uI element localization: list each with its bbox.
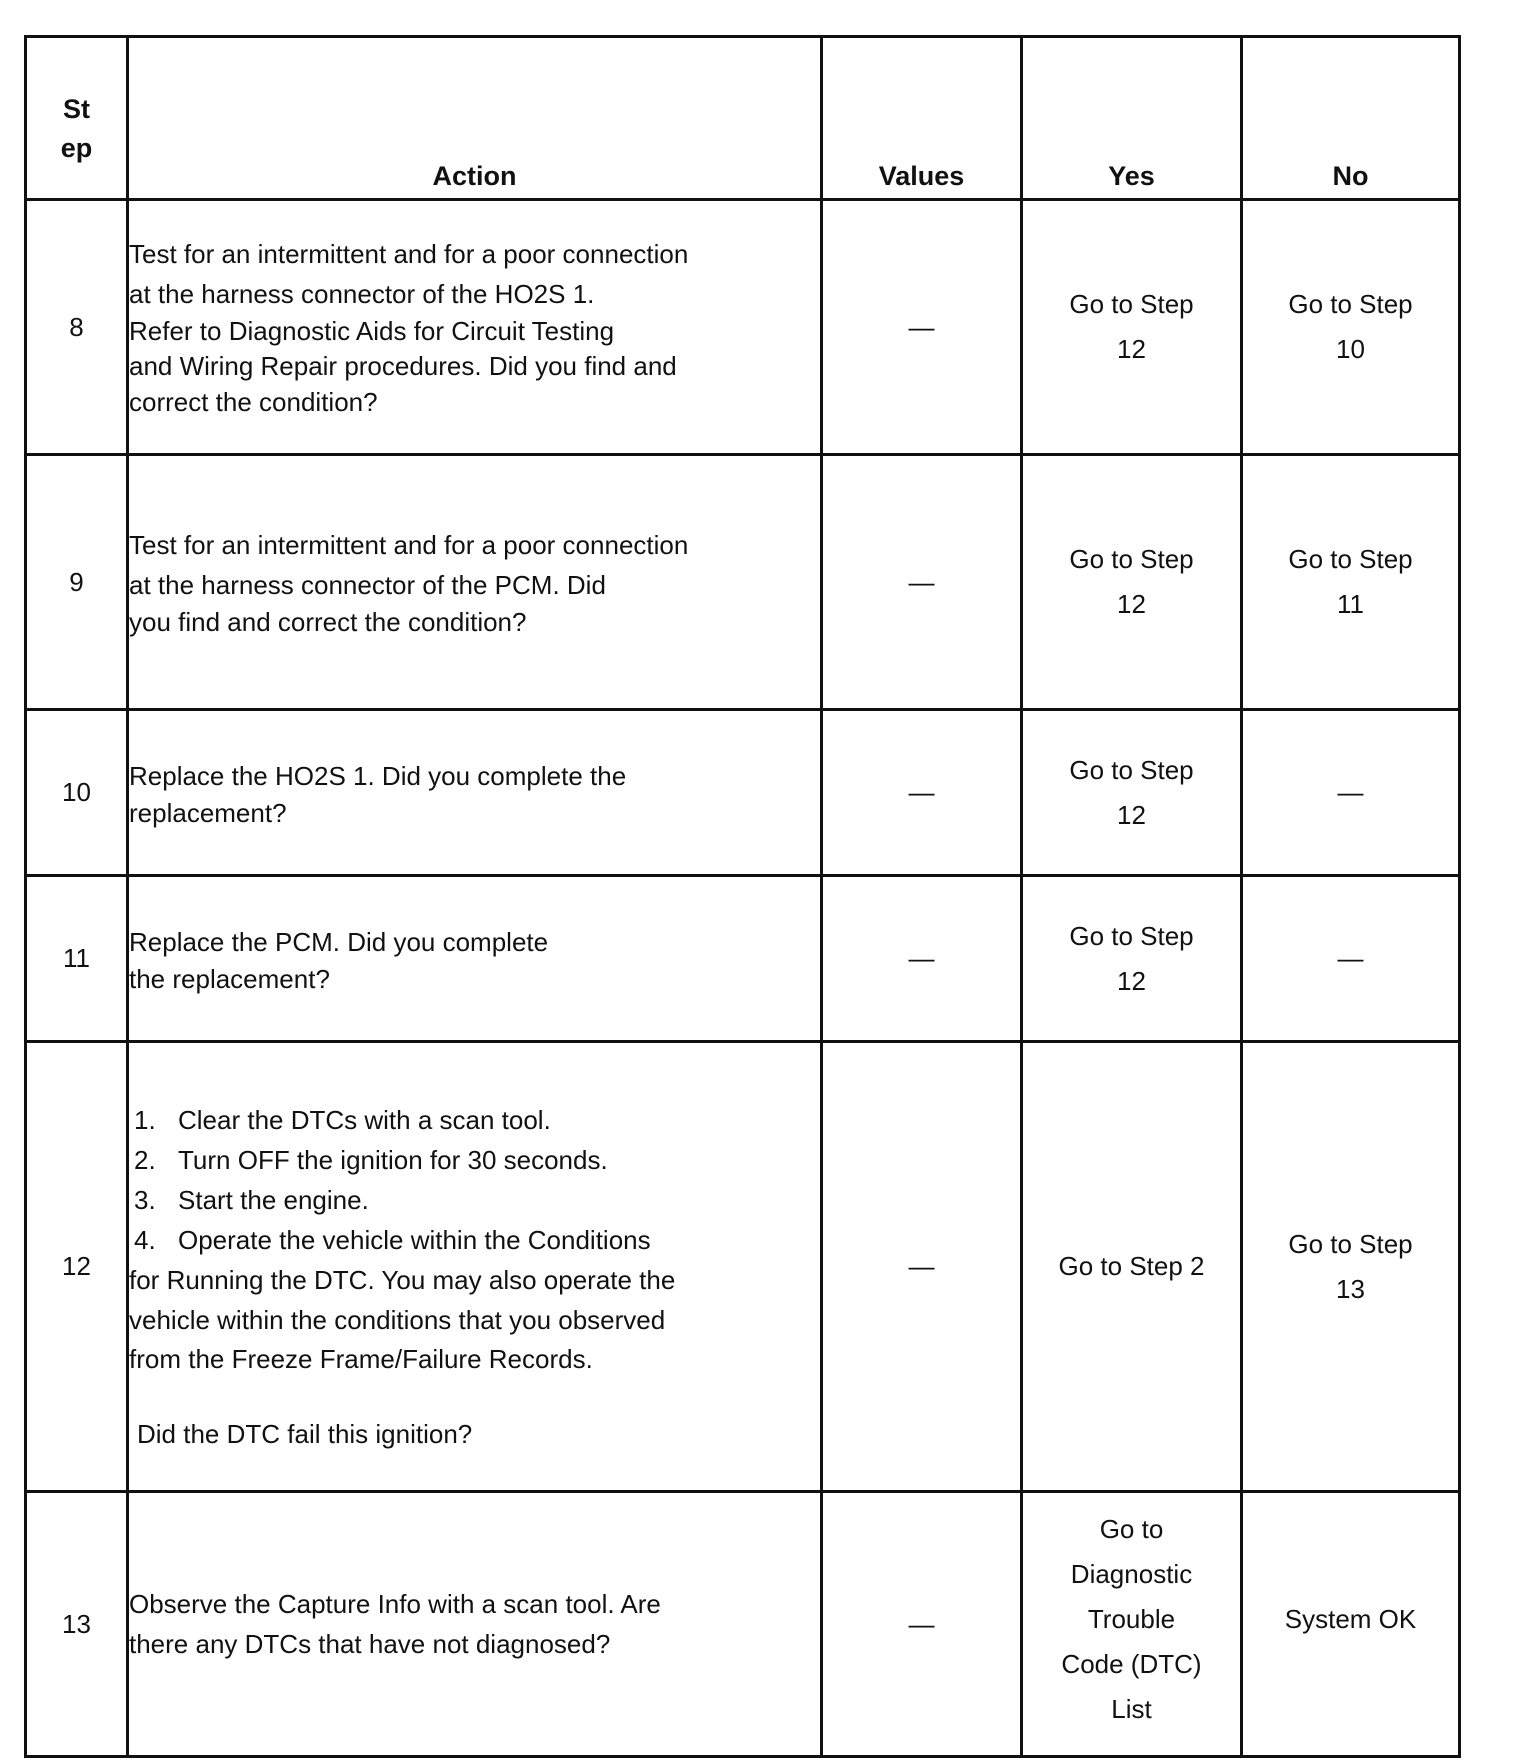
action-line: for Running the DTC. You may also operate the <box>129 1264 676 1295</box>
values-cell: — <box>822 455 1022 710</box>
values-cell: — <box>822 1042 1022 1492</box>
no-line: Go to Step <box>1288 1228 1413 1259</box>
no-line: 13 <box>1336 1273 1365 1304</box>
diagnostic-table <box>24 35 1461 1758</box>
list-item: 1. Clear the DTCs with a scan tool. <box>134 1104 551 1135</box>
action-line: correct the condition? <box>129 387 378 417</box>
action-line: Test for an intermittent and for a poor connection <box>129 530 689 560</box>
no-line: 10 <box>1336 334 1365 364</box>
yes-line: Code (DTC) <box>1061 1648 1202 1679</box>
yes-line: Go to Step 2 <box>1058 1251 1205 1281</box>
action-line: from the Freeze Frame/Failure Records. <box>129 1343 593 1374</box>
action-line: at the harness connector of the HO2S 1. <box>129 279 595 309</box>
list-item: 3. Start the engine. <box>134 1184 369 1215</box>
yes-line: Go to Step <box>1069 754 1194 785</box>
action-cell <box>128 1492 822 1757</box>
no-cell <box>1242 710 1460 876</box>
no-line: System OK <box>1284 1603 1417 1634</box>
no-line: Go to Step <box>1288 544 1413 574</box>
action-line: Refer to Diagnostic Aids for Circuit Testing <box>129 316 615 346</box>
action-line: Test for an intermittent and for a poor connection <box>129 239 689 269</box>
diagnostic-document <box>24 35 1458 1758</box>
header-step: St ep <box>26 37 128 200</box>
action-cell <box>128 455 822 710</box>
yes-line: List <box>1111 1693 1152 1724</box>
yes-line: Trouble <box>1087 1603 1176 1634</box>
action-cell <box>128 710 822 876</box>
step-number: 12 <box>26 1042 128 1492</box>
step-number: 13 <box>26 1492 128 1757</box>
step-number: 9 <box>26 455 128 710</box>
table-row <box>26 200 1460 455</box>
header-no: No <box>1242 37 1460 200</box>
yes-cell <box>1022 200 1242 455</box>
yes-line: Go to Step <box>1069 544 1194 574</box>
no-line: — <box>1337 943 1364 973</box>
table-row <box>26 455 1460 710</box>
action-line: the replacement? <box>129 963 330 994</box>
action-cell <box>128 200 822 455</box>
action-steps-list <box>129 1100 820 1260</box>
list-item: 4. Operate the vehicle within the Conditions <box>134 1224 651 1255</box>
step-number: 8 <box>26 200 128 455</box>
table-row <box>26 876 1460 1042</box>
table-row <box>26 1492 1460 1757</box>
values-cell: — <box>822 200 1022 455</box>
action-line: at the harness connector of the PCM. Did <box>129 570 606 600</box>
yes-cell <box>1022 1492 1242 1757</box>
action-line: Observe the Capture Info with a scan tool. Are <box>129 1589 661 1619</box>
action-line: Replace the PCM. Did you complete <box>129 926 549 957</box>
action-line: you find and correct the condition? <box>129 607 527 637</box>
step-number: 10 <box>26 710 128 876</box>
no-cell <box>1242 1042 1460 1492</box>
no-cell <box>1242 455 1460 710</box>
no-line: 11 <box>1337 589 1364 619</box>
yes-cell <box>1022 455 1242 710</box>
action-cell <box>128 1042 822 1492</box>
values-cell: — <box>822 876 1022 1042</box>
yes-line: Go to <box>1099 1513 1164 1544</box>
action-cell <box>128 876 822 1042</box>
table-row <box>26 710 1460 876</box>
action-line: vehicle within the conditions that you observed <box>129 1304 666 1335</box>
list-item: 2. Turn OFF the ignition for 30 seconds. <box>134 1144 608 1175</box>
action-line: replacement? <box>129 797 287 828</box>
no-cell <box>1242 876 1460 1042</box>
header-yes: Yes <box>1022 37 1242 200</box>
yes-line: Go to Step <box>1069 289 1194 319</box>
yes-cell <box>1022 710 1242 876</box>
header-row <box>26 37 1460 200</box>
header-action: Action <box>128 37 822 200</box>
no-cell <box>1242 1492 1460 1757</box>
values-cell: — <box>822 710 1022 876</box>
yes-line: 12 <box>1117 589 1146 619</box>
yes-line: 12 <box>1117 334 1146 364</box>
yes-cell <box>1022 1042 1242 1492</box>
yes-line: Go to Step <box>1069 920 1194 951</box>
no-line: — <box>1337 777 1364 807</box>
yes-cell <box>1022 876 1242 1042</box>
table-row <box>26 1042 1460 1492</box>
yes-line: 12 <box>1117 965 1146 996</box>
step-number: 11 <box>26 876 128 1042</box>
yes-line: Diagnostic <box>1070 1558 1193 1589</box>
values-cell: — <box>822 1492 1022 1757</box>
action-question: Did the DTC fail this ignition? <box>137 1418 473 1449</box>
no-line: Go to Step <box>1288 289 1413 319</box>
action-line: and Wiring Repair procedures. Did you find and <box>129 351 677 381</box>
no-cell <box>1242 200 1460 455</box>
yes-line: 12 <box>1117 799 1146 830</box>
action-line: there any DTCs that have not diagnosed? <box>129 1629 611 1659</box>
action-line: Replace the HO2S 1. Did you complete the <box>129 760 627 791</box>
header-values: Values <box>822 37 1022 200</box>
